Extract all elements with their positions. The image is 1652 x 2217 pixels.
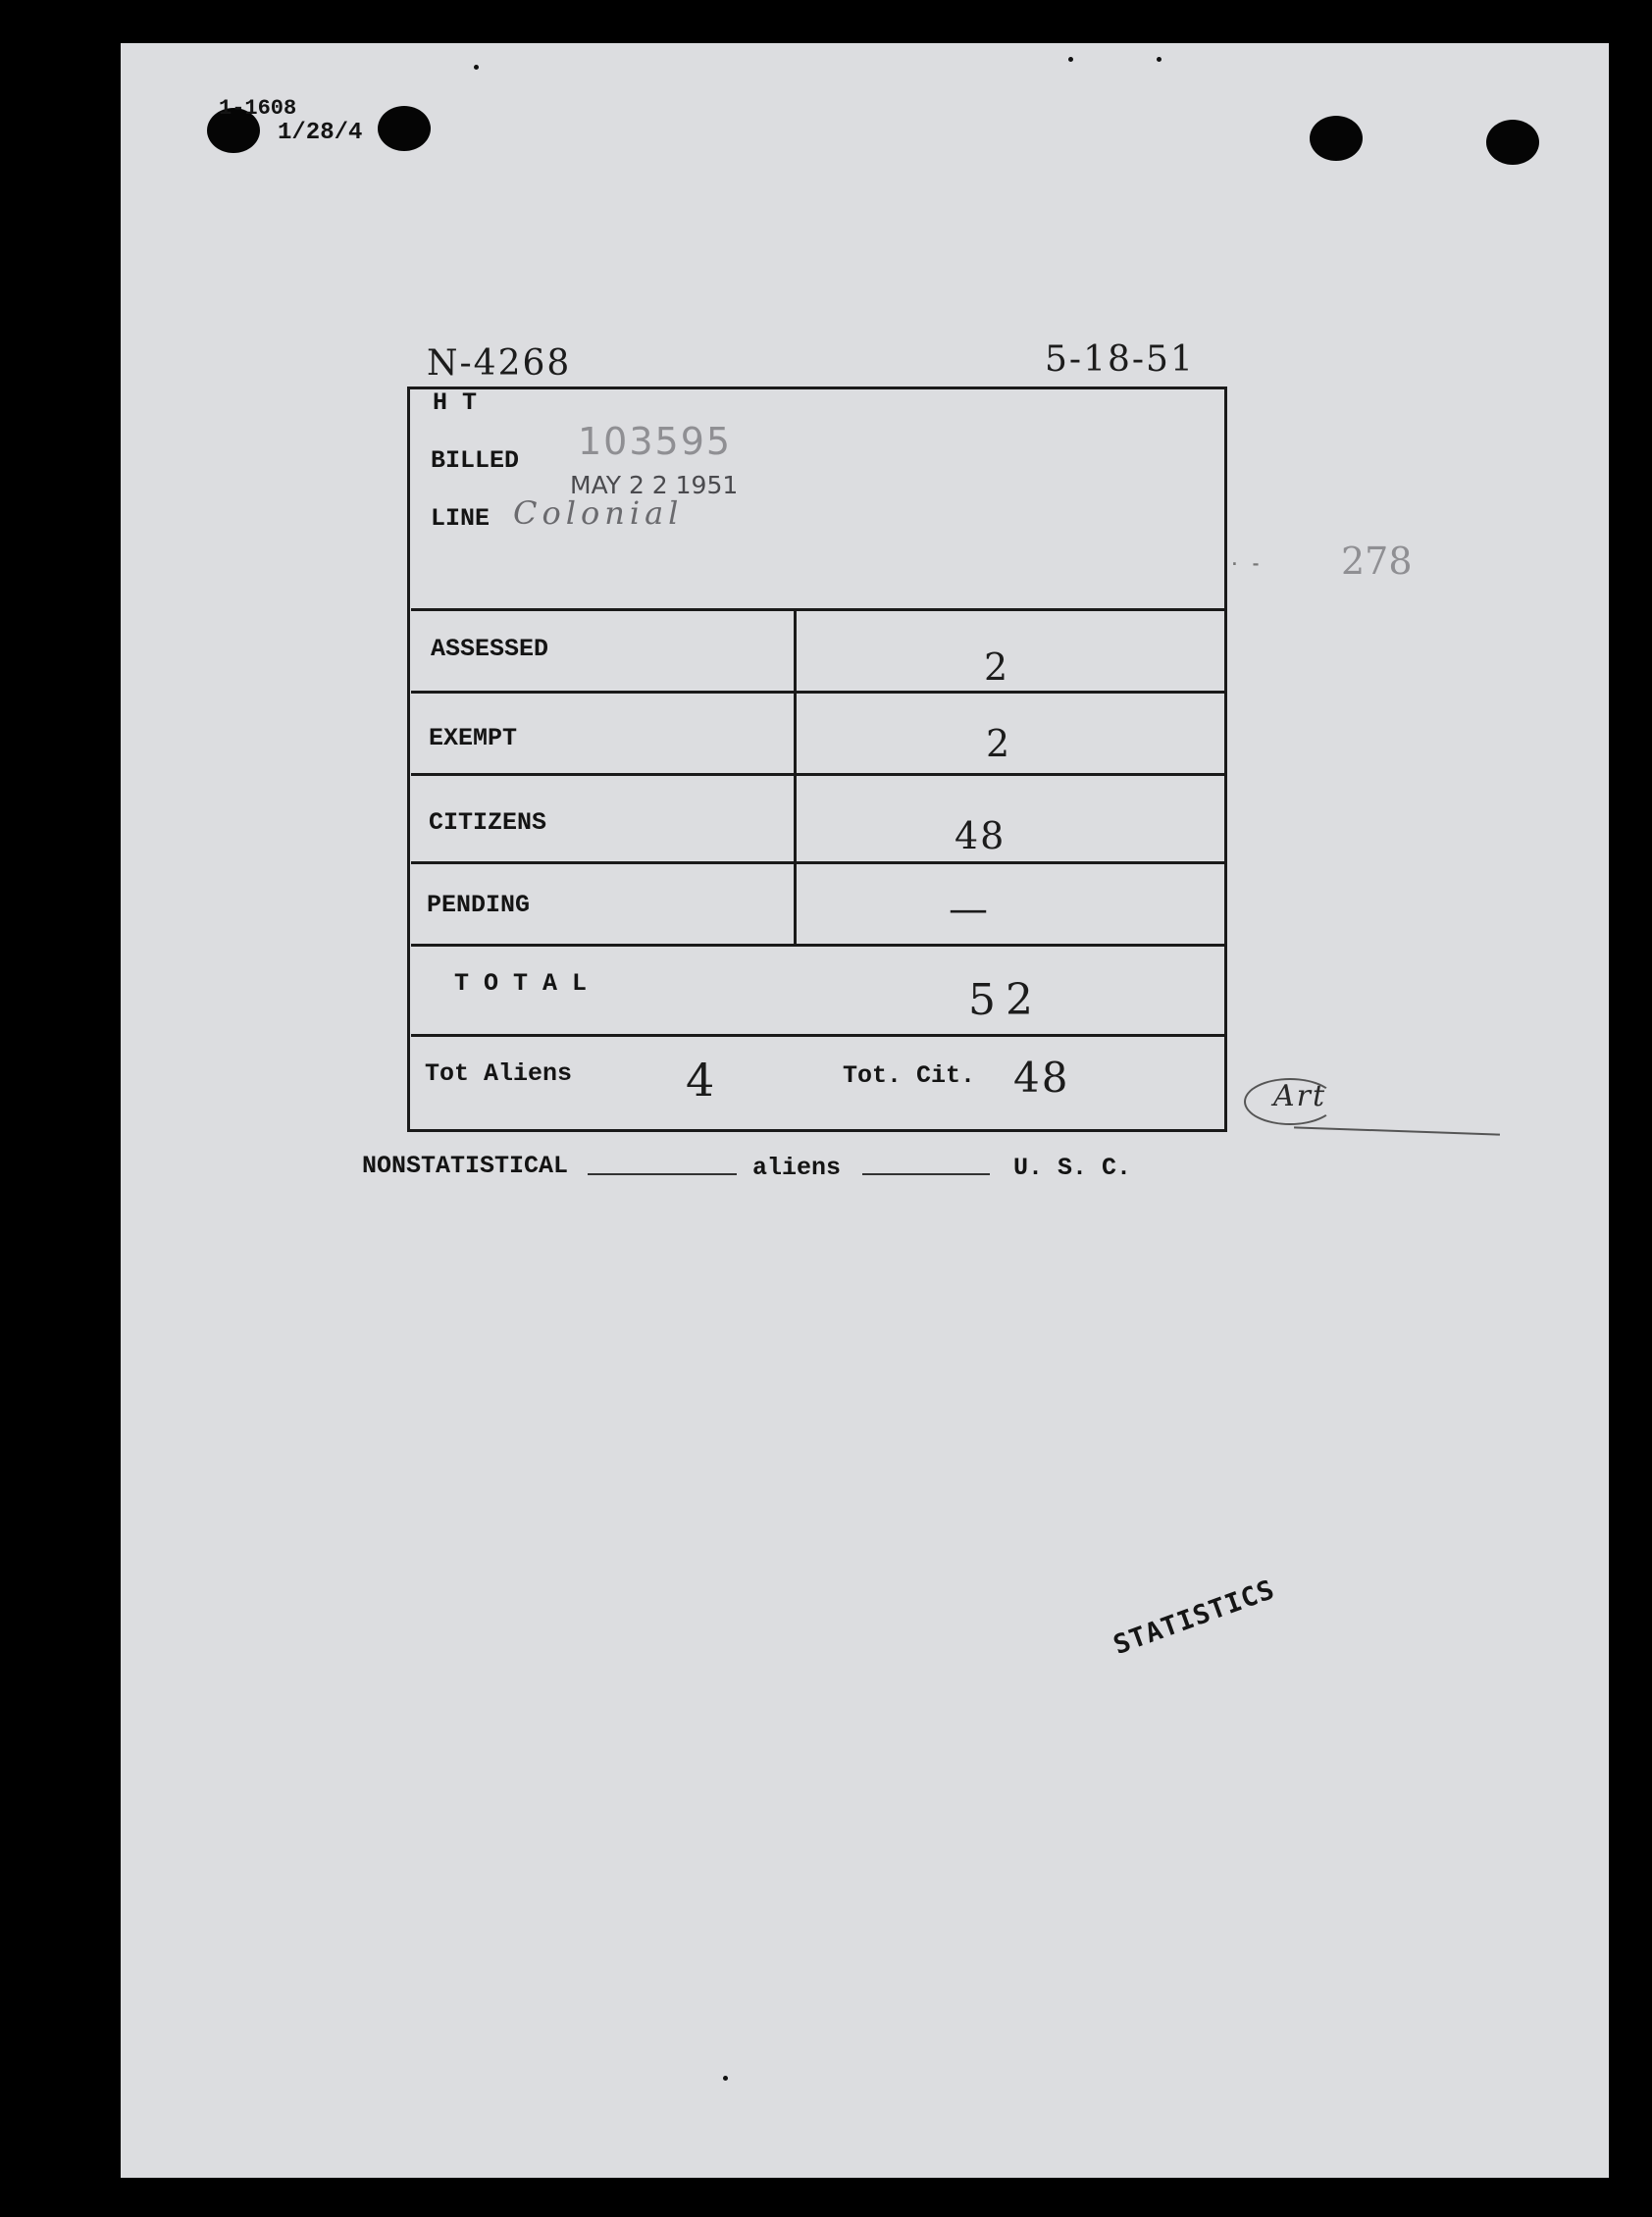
corner-note-line2: 1/28/4 xyxy=(278,120,363,146)
ht-label: H T xyxy=(433,388,478,417)
side-number: 278 xyxy=(1341,540,1413,583)
row-label-exempt: EXEMPT xyxy=(429,724,518,752)
total-value: 52 xyxy=(968,975,1043,1025)
speck-4 xyxy=(723,2076,728,2081)
row-label-citizens: CITIZENS xyxy=(429,808,547,837)
nonstat-usc-label: U. S. C. xyxy=(1013,1154,1132,1182)
divider-top-box xyxy=(411,608,1225,611)
statistics-stamp: STATISTICS xyxy=(1110,1573,1279,1662)
tot-aliens-value: 4 xyxy=(686,1054,717,1107)
column-divider xyxy=(794,610,797,946)
tot-cit-value: 48 xyxy=(1013,1054,1070,1102)
line-value: Colonial xyxy=(513,494,684,532)
speck-2 xyxy=(1068,57,1073,62)
divider-pending xyxy=(411,944,1225,947)
corner-note-line1: 1-1608 xyxy=(219,96,297,121)
tot-aliens-label: Tot Aliens xyxy=(425,1059,573,1088)
row-label-pending: PENDING xyxy=(427,891,531,919)
nonstat-label: NONSTATISTICAL xyxy=(362,1152,569,1180)
divider-total xyxy=(411,1034,1225,1037)
file-number: N-4268 xyxy=(427,343,572,384)
billed-label: BILLED xyxy=(431,446,520,475)
punch-hole-right-1 xyxy=(1310,116,1363,161)
nonstat-blank-2 xyxy=(862,1173,990,1175)
line-label: LINE xyxy=(431,504,490,533)
initials-underline xyxy=(1294,1126,1500,1135)
divider-citizens xyxy=(411,861,1225,864)
form-date: 5-18-51 xyxy=(1045,339,1195,380)
divider-exempt xyxy=(411,773,1225,776)
document-page xyxy=(121,43,1609,2178)
tot-cit-label: Tot. Cit. xyxy=(843,1061,976,1090)
stamp-date: MAY 2 2 1951 xyxy=(570,471,739,499)
stamp-number: 103595 xyxy=(578,420,733,463)
row-value-citizens: 48 xyxy=(955,814,1007,857)
row-value-pending: — xyxy=(949,887,990,932)
speck-1 xyxy=(474,65,479,70)
row-value-exempt: 2 xyxy=(986,722,1012,765)
initials: Art xyxy=(1273,1079,1327,1113)
row-label-assessed: ASSESSED xyxy=(431,635,549,663)
side-mark: · - xyxy=(1229,555,1262,575)
row-value-assessed: 2 xyxy=(984,645,1010,689)
punch-hole-right-2 xyxy=(1486,120,1539,165)
speck-3 xyxy=(1157,57,1162,62)
total-label: T O T A L xyxy=(454,969,588,998)
nonstat-blank-1 xyxy=(588,1173,737,1175)
divider-assessed xyxy=(411,691,1225,694)
nonstat-aliens-label: aliens xyxy=(752,1154,842,1182)
punch-hole-left-2 xyxy=(378,106,431,151)
